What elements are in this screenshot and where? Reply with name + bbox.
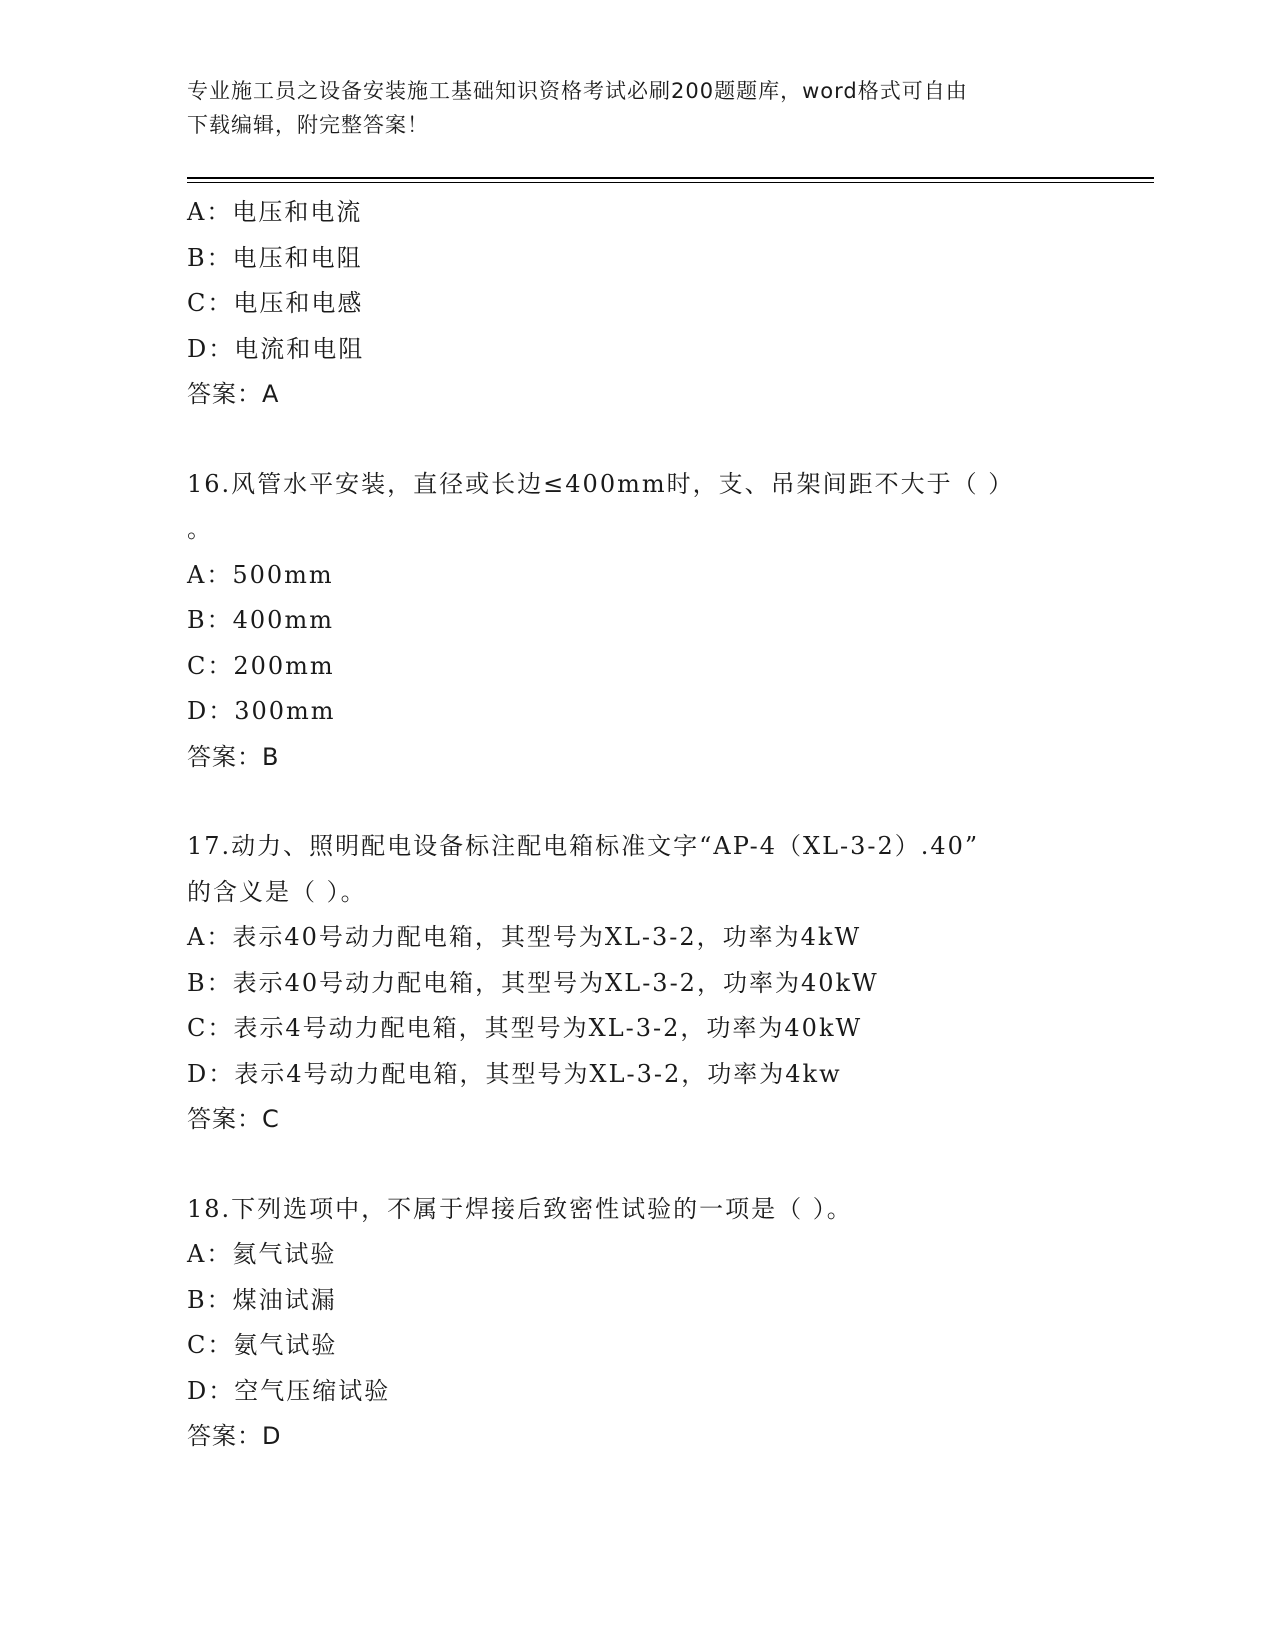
option-b: B：电压和电阻: [187, 243, 363, 272]
option-d: D：空气压缩试验: [187, 1376, 391, 1405]
option-a: A：电压和电流: [187, 198, 363, 226]
option-b: B：表示40号动力配电箱，其型号为XL-3-2，功率为40kW: [187, 968, 879, 997]
option-c: C：表示4号动力配电箱，其型号为XL-3-2，功率为40kW: [187, 1014, 863, 1042]
option-a: A：氦气试验: [187, 1240, 337, 1268]
option-c: C：200mm: [187, 651, 335, 680]
question-stem: 17.动力、照明配电设备标注配电箱标准文字“AP-4（XL-3-2）.40”: [187, 832, 980, 860]
option-d: D：300mm: [187, 697, 336, 725]
question-18: [187, 1187, 1087, 1460]
question-17: [187, 824, 1087, 1143]
answer: 答案：A: [187, 380, 280, 408]
option-b: B：400mm: [187, 606, 334, 634]
question-list: [187, 190, 1087, 1460]
header-line-1: 专业施工员之设备安装施工基础知识资格考试必刷200题题库，word格式可自由: [187, 79, 968, 103]
spacer: [187, 780, 1087, 824]
question-stem: 18.下列选项中，不属于焊接后致密性试验的一项是（ ）。: [187, 1194, 853, 1223]
option-a: A：500mm: [187, 560, 334, 589]
option-a: A：表示40号动力配电箱，其型号为XL-3-2，功率为4kW: [187, 923, 862, 951]
answer: 答案：D: [187, 1422, 282, 1450]
option-b: B：煤油试漏: [187, 1285, 337, 1314]
document-header: [187, 74, 1087, 142]
header-line-2: 下载编辑，附完整答案！: [187, 113, 429, 137]
option-c: C：电压和电感: [187, 289, 364, 317]
question-stem: 16.风管水平安装，直径或长边≤400mm时，支、吊架间距不大于（ ）: [187, 469, 1015, 498]
question-15: [187, 190, 1087, 418]
option-c: C：氨气试验: [187, 1331, 338, 1359]
header-divider-thin: [187, 182, 1154, 183]
question-stem-continued: 的含义是（ ）。: [187, 877, 367, 906]
spacer: [187, 418, 1087, 462]
question-16: [187, 462, 1087, 781]
question-stem-continued: 。: [187, 515, 213, 543]
header-divider-thick: [187, 177, 1154, 179]
answer: 答案：C: [187, 1105, 280, 1133]
option-d: D：表示4号动力配电箱，其型号为XL-3-2，功率为4kw: [187, 1059, 842, 1088]
answer: 答案：B: [187, 742, 280, 771]
option-d: D：电流和电阻: [187, 334, 365, 363]
spacer: [187, 1143, 1087, 1187]
